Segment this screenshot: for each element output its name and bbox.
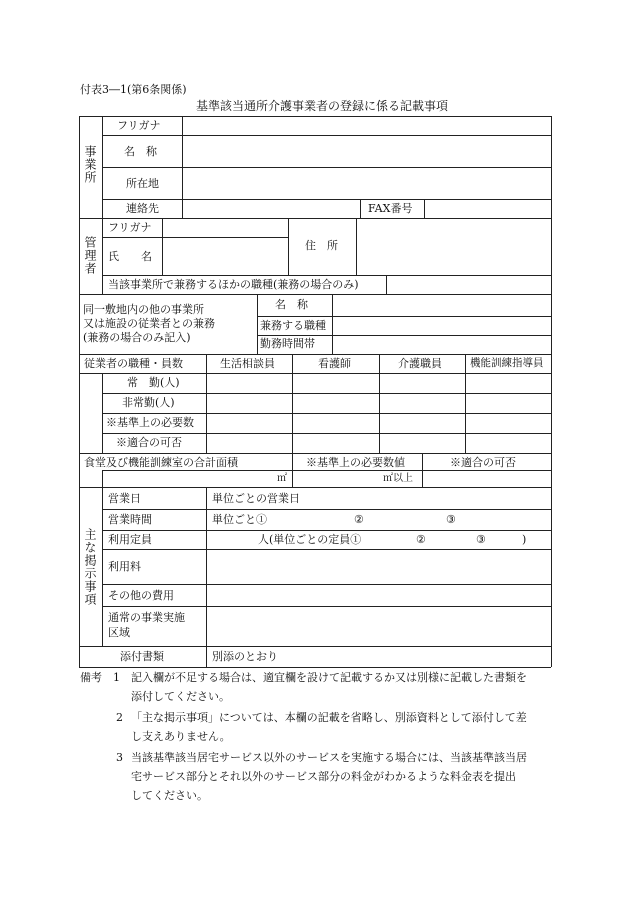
- area-required-label: ※基準上の必要数値: [306, 456, 405, 469]
- note-1-line2: 添付してください。: [131, 690, 230, 703]
- posting-service-area-line1: 通常の事業実施: [108, 611, 185, 624]
- posting-days-value: 単位ごとの営業日: [212, 492, 300, 505]
- concurrent-duty-label: 兼務する職種: [260, 319, 326, 332]
- staff-row-parttime: 非常勤(人): [122, 396, 175, 409]
- staff-row-fulltime: 常 勤(人): [127, 376, 180, 389]
- concurrent-label-line1: 同一敷地内の他の事業所: [83, 303, 204, 316]
- posting-hours-unit: 単位ごと①: [212, 513, 267, 526]
- posting-capacity-label: 利用定員: [108, 533, 152, 546]
- concurrent-label-line3: (兼務の場合のみ記入): [83, 331, 191, 344]
- manager-address-label: 住 所: [305, 239, 338, 252]
- staff-header: 従業者の職種・員数: [84, 357, 183, 370]
- note-2-line1: 「主な掲示事項」については、本欄の記載を省略し、別添資料として添付して差: [131, 711, 527, 724]
- business-address-label: 所在地: [126, 177, 159, 190]
- staff-col-trainer: 機能訓練指導員: [470, 357, 544, 369]
- posting-capacity-value: 人(単位ごとの定員①: [258, 533, 362, 546]
- staff-col-caregiver: 介護職員: [398, 357, 442, 370]
- note-3-line1: 当該基準該当居宅サービス以外のサービスを実施する場合には、当該基準該当居: [131, 751, 527, 764]
- attachment-value: 別添のとおり: [212, 650, 278, 663]
- business-contact-label: 連絡先: [126, 202, 159, 215]
- business-furigana-label: フリガナ: [117, 119, 161, 132]
- business-name-label: 名 称: [124, 145, 157, 158]
- staff-col-counselor: 生活相談員: [220, 357, 275, 370]
- note-1-line1: 記入欄が不足する場合は、適宜欄を設けて記載するか又は別様に記載した書類を: [131, 671, 527, 684]
- staff-row-required: ※基準上の必要数: [106, 416, 194, 429]
- concurrent-hours-label: 勤務時間帯: [260, 337, 315, 350]
- posting-capacity-close: ): [522, 533, 527, 546]
- area-required-unit: ㎡以上: [383, 473, 413, 484]
- note-2-line2: し支えありません。: [131, 730, 231, 743]
- posting-days-label: 営業日: [108, 492, 141, 505]
- posting-capacity-3: ③: [476, 533, 486, 546]
- area-label: 食堂及び機能訓練室の合計面積: [84, 456, 238, 469]
- manager-other-duty-label: 当該事業所で兼務するほかの職種(兼務の場合のみ): [108, 278, 359, 291]
- area-compliance-label: ※適合の可否: [450, 456, 516, 469]
- section-postings: 主な掲示事項: [83, 528, 97, 606]
- business-fax-label: FAX番号: [368, 202, 413, 215]
- posting-capacity-2: ②: [416, 533, 426, 546]
- area-unit: ㎡: [277, 473, 287, 484]
- posting-other-fee-label: その他の費用: [108, 589, 174, 602]
- document-reference: 付表3―1(第6条関係): [80, 83, 187, 96]
- concurrent-name-label: 名 称: [275, 298, 308, 311]
- posting-service-area-line2: 区域: [108, 626, 130, 639]
- manager-furigana-label: フリガナ: [108, 221, 152, 234]
- note-3-line3: してください。: [131, 789, 208, 802]
- posting-hours-2: ②: [354, 513, 364, 526]
- staff-col-nurse: 看護師: [318, 357, 351, 370]
- posting-hours-3: ③: [446, 513, 456, 526]
- attachment-label: 添付書類: [120, 650, 164, 663]
- section-manager: 管理者: [83, 236, 97, 275]
- document-title: 基準該当通所介護事業者の登録に係る記載事項: [196, 99, 449, 113]
- note-2-number: 2: [116, 711, 123, 724]
- manager-name-label: 氏 名: [108, 250, 152, 263]
- staff-row-compliance: ※適合の可否: [116, 436, 182, 449]
- section-business: 事業所: [83, 145, 97, 184]
- notes-heading: 備考: [80, 671, 102, 684]
- note-3-number: 3: [116, 751, 123, 764]
- note-3-line2: 宅サービス部分とそれ以外のサービス部分の料金がわかるような料金表を提出: [131, 770, 516, 783]
- concurrent-label-line2: 又は施設の従業者との兼務: [83, 317, 215, 330]
- posting-fee-label: 利用料: [108, 560, 141, 573]
- note-1-number: 1: [113, 671, 120, 684]
- posting-hours-label: 営業時間: [108, 513, 152, 526]
